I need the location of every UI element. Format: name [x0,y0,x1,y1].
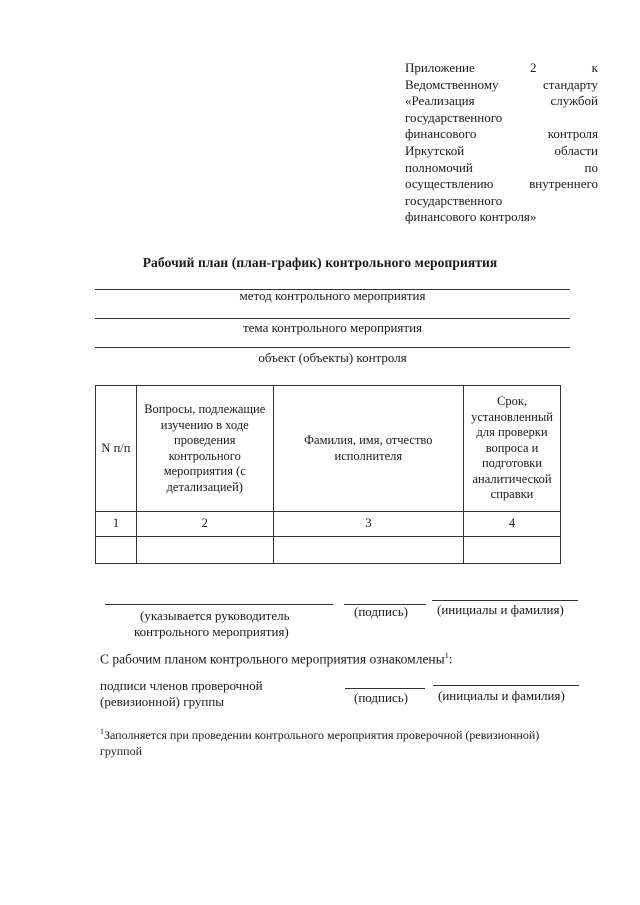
footnote-mark: 1 [100,727,104,736]
footnote: $^1$Заполняется при проведении контрольного мероприятия проверочной (ревизионной) группой [100,727,540,758]
table-cell[interactable] [136,537,273,564]
table-header-row [96,386,561,512]
members-label: подписи членов проверочной [100,678,263,693]
topic-caption: тема контрольного мероприятия [242,320,423,335]
head-role-label: контрольного мероприятия) [134,624,289,639]
column-number-row [96,512,561,537]
column-number: 4 [464,512,561,537]
appendix-line: осуществлению внутреннего [405,176,598,192]
head-signature-label: (подпись) [354,604,408,619]
members-name-line[interactable] [433,685,579,686]
members-label: (ревизионной) группы [100,694,225,709]
appendix-line: Иркутской области [405,142,598,158]
appendix-line: Приложение 2 к [405,60,598,75]
table-row [96,537,561,564]
header-deadline: Срок, установленный для проверки вопроса и подготовки аналитической справки [464,386,561,512]
acknowledgement-text: С рабочим планом контрольного мероприятия ознакомлены$^1$: [100,651,453,667]
table-cell[interactable] [464,537,561,564]
appendix-line: Ведомственному стандарту [405,76,598,92]
appendix-line: финансового контроля [405,126,598,142]
footnote-ref: 1 [444,651,449,660]
head-name-label: (инициалы и фамилия) [437,602,564,617]
topic-input-line[interactable] [95,318,570,319]
column-number: 2 [136,512,273,537]
appendix-line: полномочий по [405,159,598,175]
appendix-line: государственного [405,192,503,208]
object-caption: объект (объекты) контроля [258,350,407,365]
members-signature-line[interactable] [345,688,425,689]
table-cell[interactable] [96,537,137,564]
method-caption: метод контрольного мероприятия [239,288,426,303]
head-role-line[interactable] [105,604,333,605]
object-input-line[interactable] [95,347,570,348]
header-questions: Вопросы, подлежащие изучению в ходе проведения контрольного мероприятия (с детализацией) [136,386,273,512]
head-name-line[interactable] [432,600,578,601]
appendix-line: «Реализация службой [405,93,598,109]
appendix-block [405,60,598,226]
header-number: N п/п [96,386,137,512]
document-title: Рабочий план (план-график) контрольного мероприятия [142,255,498,270]
members-name-label: (инициалы и фамилия) [438,688,565,703]
head-role-label: (указывается руководитель [140,608,290,623]
table-cell[interactable] [273,537,463,564]
plan-table [95,385,561,564]
members-signature-label: (подпись) [354,690,408,705]
appendix-line: финансового контроля» [405,209,537,225]
column-number: 1 [96,512,137,537]
appendix-line: государственного [405,109,503,125]
header-executor: Фамилия, имя, отчество исполнителя [273,386,463,512]
column-number: 3 [273,512,463,537]
